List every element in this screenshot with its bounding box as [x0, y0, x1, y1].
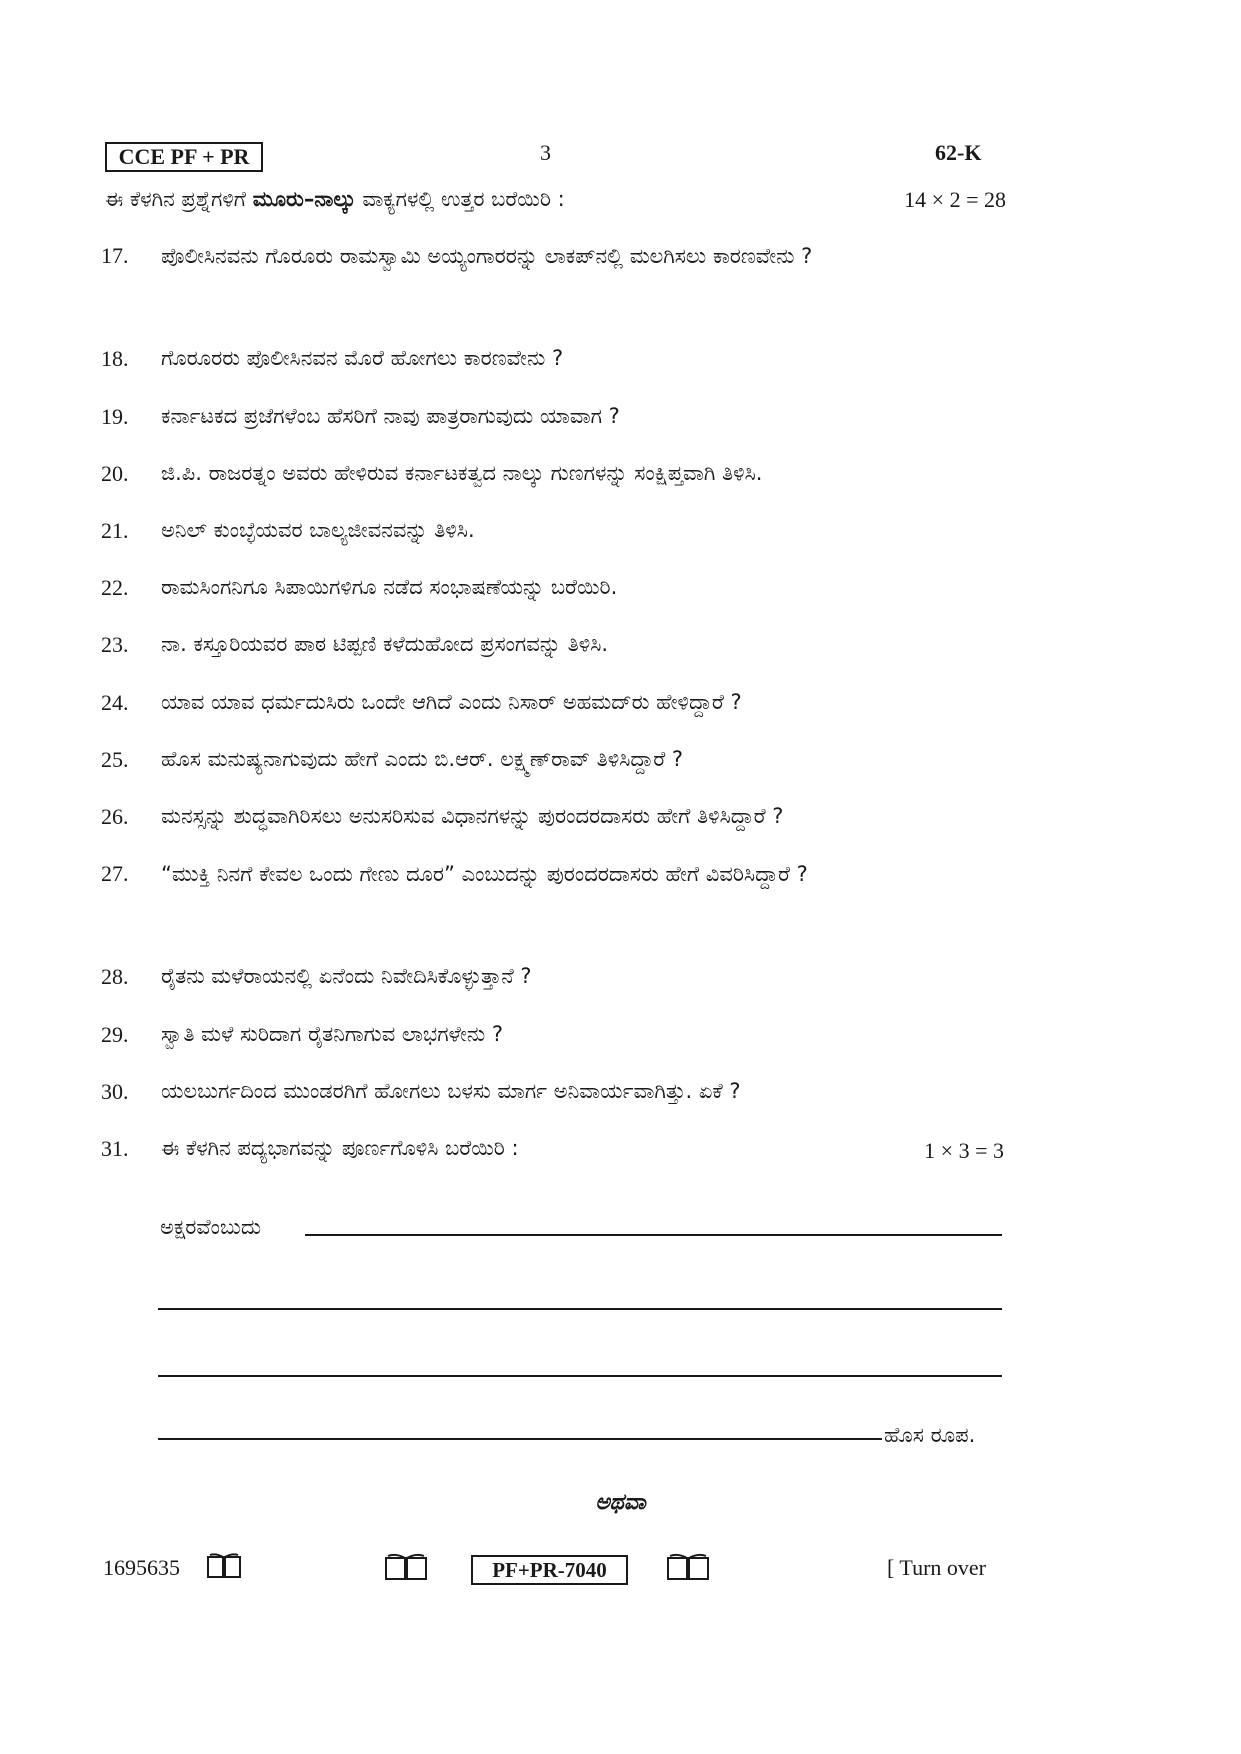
instruction-text-before: ಈ ಕೆಳಗಿನ ಪ್ರಶ್ನೆಗಳಿಗೆ	[105, 187, 253, 211]
question-number: 26.	[101, 804, 129, 829]
question-18	[101, 346, 1009, 380]
question-20	[101, 461, 1009, 495]
turn-over-text: [ Turn over	[887, 1555, 987, 1580]
question-25	[101, 747, 1009, 781]
answer-line-2	[158, 1308, 1002, 1310]
section-marks: 14 × 2 = 28	[904, 187, 1006, 212]
question-30	[101, 1079, 1009, 1113]
footer-code-box: PF+PR-7040	[471, 1555, 628, 1585]
question-number: 25.	[101, 747, 129, 772]
question-text: ಮನಸ್ಸನ್ನು ಶುದ್ಧವಾಗಿರಿಸಲು ಅನುಸರಿಸುವ ವಿಧಾನಗಳನ್ನು ಪುರಂದರದಾಸರು ಹೇಗೆ ತಿಳಿಸಿದ್ದಾರೆ ?	[161, 804, 784, 828]
question-31-marks: 1 × 3 = 3	[924, 1138, 1004, 1163]
question-text: “ಮುಕ್ತಿ ನಿನಗೆ ಕೇವಲ ಒಂದು ಗೇಣು ದೂರ” ಎಂಬುದನ್ನು ಪುರಂದರದಾಸರು ಹೇಗೆ ವಿವರಿಸಿದ್ದಾರೆ ?	[161, 862, 808, 886]
question-19	[101, 404, 1009, 438]
question-number: 31.	[101, 1136, 129, 1161]
question-26	[101, 804, 1009, 838]
answer-line-4	[158, 1438, 882, 1440]
series-box: CCE PF + PR	[105, 142, 263, 172]
question-number: 17.	[101, 243, 129, 268]
poem-end-text: ಹೊಸ ರೂಪ.	[884, 1423, 976, 1447]
question-22	[101, 575, 1009, 609]
question-number: 27.	[101, 861, 129, 886]
question-number: 21.	[101, 518, 129, 543]
question-text: ಕರ್ನಾಟಕದ ಪ್ರಜೆಗಳೆಂಬ ಹೆಸರಿಗೆ ನಾವು ಪಾತ್ರರಾಗುವುದು ಯಾವಾಗ ?	[161, 404, 620, 428]
section-instruction	[105, 187, 565, 212]
footer-id: 1695635	[103, 1555, 180, 1580]
paper-code: 62-K	[935, 140, 982, 165]
answer-line-3	[158, 1375, 1002, 1377]
page-number: 3	[540, 140, 551, 165]
question-text: ಹೊಸ ಮನುಷ್ಯನಾಗುವುದು ಹೇಗೆ ಎಂದು ಬಿ.ಆರ್. ಲಕ್ಷ್ಮಣ್‌ರಾವ್ ತಿಳಿಸಿದ್ದಾರೆ ?	[161, 747, 684, 771]
question-17	[101, 243, 1009, 279]
poem-start-text: ಅಕ್ಷರವೆಂಬುದು	[160, 1215, 262, 1239]
book-icon	[666, 1553, 710, 1583]
question-number: 18.	[101, 346, 129, 371]
question-text: ರಾಮಸಿಂಗನಿಗೂ ಸಿಪಾಯಿಗಳಿಗೂ ನಡೆದ ಸಂಭಾಷಣೆಯನ್ನು ಬರೆಯಿರಿ.	[161, 575, 618, 599]
question-24	[101, 690, 1009, 724]
question-text: ನಾ. ಕಸ್ತೂರಿಯವರ ಪಾಠ ಟಿಪ್ಪಣಿ ಕಳೆದುಹೋದ ಪ್ರಸಂಗವನ್ನು ತಿಳಿಸಿ.	[161, 632, 609, 656]
question-21	[101, 518, 1009, 552]
question-27	[101, 861, 1009, 897]
question-28	[101, 964, 1009, 998]
answer-line-1	[305, 1234, 1002, 1236]
question-text: ಈ ಕೆಳಗಿನ ಪದ್ಯಭಾಗವನ್ನು ಪೂರ್ಣಗೊಳಿಸಿ ಬರೆಯಿರಿ :	[161, 1136, 519, 1160]
question-text: ಜಿ.ಪಿ. ರಾಜರತ್ನಂ ಅವರು ಹೇಳಿರುವ ಕರ್ನಾಟಕತ್ವದ ನಾಲ್ಕು ಗುಣಗಳನ್ನು ಸಂಕ್ಷಿಪ್ತವಾಗಿ ತಿಳಿಸಿ.	[161, 461, 763, 485]
question-number: 20.	[101, 461, 129, 486]
question-number: 24.	[101, 690, 129, 715]
instruction-text-after: ವಾಕ್ಯಗಳಲ್ಲಿ ಉತ್ತರ ಬರೆಯಿರಿ :	[355, 187, 565, 211]
question-number: 30.	[101, 1079, 129, 1104]
question-number: 23.	[101, 632, 129, 657]
question-number: 29.	[101, 1022, 129, 1047]
book-icon	[384, 1553, 428, 1583]
or-separator: ಅಥವಾ	[595, 1490, 646, 1515]
question-29	[101, 1022, 1009, 1056]
question-31	[101, 1136, 1009, 1170]
question-text: ಗೊರೂರರು ಪೊಲೀಸಿನವನ ಮೊರೆ ಹೋಗಲು ಕಾರಣವೇನು ?	[161, 346, 564, 370]
question-text: ಅನಿಲ್ ಕುಂಬ್ಳೆಯವರ ಬಾಲ್ಯಜೀವನವನ್ನು ತಿಳಿಸಿ.	[161, 518, 475, 542]
book-icon	[206, 1553, 242, 1581]
question-text: ರೈತನು ಮಳೆರಾಯನಲ್ಲಿ ಏನೆಂದು ನಿವೇದಿಸಿಕೊಳ್ಳುತ್ತಾನೆ ?	[161, 964, 532, 988]
question-number: 22.	[101, 575, 129, 600]
question-number: 19.	[101, 404, 129, 429]
question-text: ಯಾವ ಯಾವ ಧರ್ಮದುಸಿರು ಒಂದೇ ಆಗಿದೆ ಎಂದು ನಿಸಾರ್ ಅಹಮದ್‌ರು ಹೇಳಿದ್ದಾರೆ ?	[161, 690, 742, 714]
instruction-emphasis: ಮೂರು–ನಾಲ್ಕು	[252, 187, 356, 211]
question-text: ಯಲಬುರ್ಗದಿಂದ ಮುಂಡರಗಿಗೆ ಹೋಗಲು ಬಳಸು ಮಾರ್ಗ ಅನಿವಾರ್ಯವಾಗಿತ್ತು. ಏಕೆ ?	[161, 1079, 741, 1103]
question-text: ಸ್ವಾತಿ ಮಳೆ ಸುರಿದಾಗ ರೈತನಿಗಾಗುವ ಲಾಭಗಳೇನು ?	[161, 1022, 504, 1046]
question-23	[101, 632, 1009, 666]
question-number: 28.	[101, 964, 129, 989]
question-text: ಪೊಲೀಸಿನವನು ಗೊರೂರು ರಾಮಸ್ವಾಮಿ ಅಯ್ಯಂಗಾರರನ್ನು ಲಾಕಪ್‌ನಲ್ಲಿ ಮಲಗಿಸಲು ಕಾರಣವೇನು ?	[161, 244, 813, 268]
